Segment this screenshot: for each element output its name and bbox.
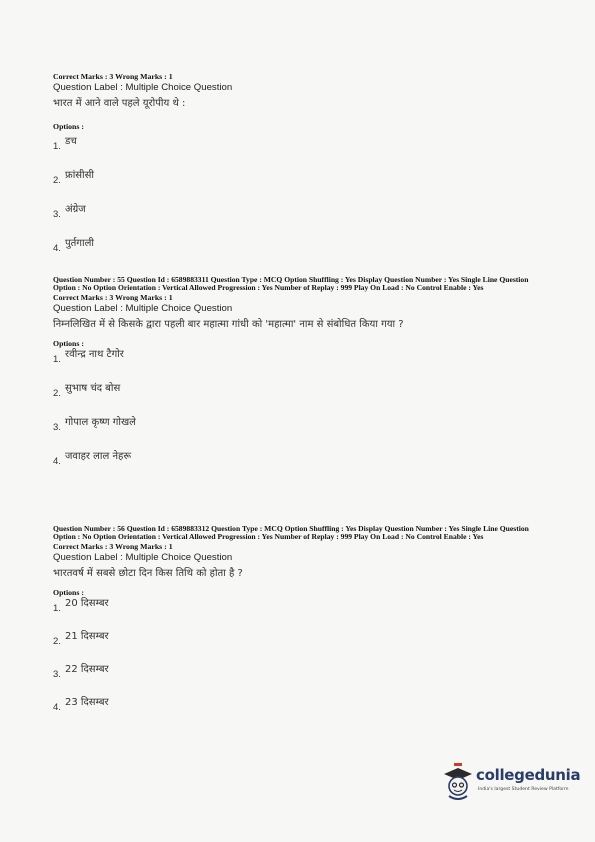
question-meta: Question Number : 55 Question Id : 6589883311 Question Type : MCQ Option Shuffling : Yes Display Question Number : Yes Single Line Question Option : No Option Orientation : Vertical Allowed Progression : Yes Number of Replay : 999 Play On Load : No Control Enable : Yes — [53, 275, 529, 293]
option-number: 2. — [53, 635, 61, 647]
option-text: 20 दिसम्बर — [65, 597, 109, 609]
option-text: गोपाल कृष्ण गोखले — [65, 416, 136, 428]
option-number: 3. — [53, 209, 61, 220]
option-2[interactable] — [53, 158, 545, 192]
option-text: रवीन्द्र नाथ टैगोर — [65, 348, 124, 360]
question-text: निम्नलिखित में से किसके द्वारा पहली बार महात्मा गांधी को 'महात्मा' नाम से संबोधित किया गया ? — [53, 318, 404, 330]
question-text: भारत में आने वाले पहले यूरोपीय थे : — [53, 98, 186, 109]
option-text: 22 दिसम्बर — [65, 663, 109, 675]
question-text: भारतवर्ष में सबसे छोटा दिन किस तिथि को होता है ? — [53, 567, 243, 579]
options-heading: Options : — [53, 587, 84, 597]
option-number: 1. — [53, 141, 61, 152]
question-meta: Question Number : 56 Question Id : 6589883312 Question Type : MCQ Option Shuffling : Yes Display Question Number : Yes Single Line Question Option : No Option Orientation : Vertical Allowed Progression : Yes Number of Replay : 999 Play On Load : No Control Enable : Yes — [53, 524, 529, 542]
marks-line: Correct Marks : 3 Wrong Marks : 1 — [53, 72, 173, 81]
option-text: 21 दिसम्बर — [65, 630, 109, 642]
option-number: 4. — [53, 455, 61, 467]
option-text: सुभाष चंद बोस — [65, 382, 121, 394]
option-4[interactable] — [53, 226, 545, 260]
graduate-mascot-icon — [440, 762, 476, 802]
option-3[interactable] — [53, 192, 545, 226]
option-3[interactable] — [53, 405, 545, 439]
option-2[interactable] — [53, 620, 545, 653]
option-number: 3. — [53, 668, 61, 680]
option-1[interactable] — [53, 349, 545, 371]
options-heading: Options : — [53, 338, 84, 348]
option-2[interactable] — [53, 371, 545, 405]
options-heading: Options : — [53, 122, 84, 131]
collegedunia-logo — [440, 762, 580, 802]
option-number: 4. — [53, 701, 61, 713]
option-number: 4. — [53, 243, 61, 254]
option-4[interactable] — [53, 439, 545, 473]
brand-tagline: India's largest Student Review Platform — [478, 787, 569, 792]
option-number: 1. — [53, 602, 61, 614]
marks-line: Correct Marks : 3 Wrong Marks : 1 — [53, 292, 173, 302]
option-text: 23 दिसम्बर — [65, 696, 109, 708]
marks-line: Correct Marks : 3 Wrong Marks : 1 — [53, 541, 173, 551]
question-label: Question Label : Multiple Choice Question — [53, 82, 233, 93]
option-text: डच — [65, 136, 77, 147]
question-54 — [53, 72, 545, 260]
option-number: 1. — [53, 353, 61, 365]
option-number: 3. — [53, 421, 61, 433]
option-4[interactable] — [53, 686, 545, 719]
option-text: फ्रांसीसी — [65, 170, 94, 181]
option-text: पुर्तगाली — [65, 238, 94, 249]
option-text: जवाहर लाल नेहरू — [65, 450, 132, 462]
question-label: Question Label : Multiple Choice Question — [53, 551, 233, 563]
question-label: Question Label : Multiple Choice Question — [53, 302, 233, 314]
option-text: अंग्रेज — [65, 204, 86, 215]
option-3[interactable] — [53, 653, 545, 686]
option-number: 2. — [53, 387, 61, 399]
question-55 — [53, 276, 545, 473]
option-number: 2. — [53, 175, 61, 186]
option-1[interactable] — [53, 132, 545, 158]
option-1[interactable] — [53, 598, 545, 620]
brand-name: collegedunia — [476, 766, 581, 784]
question-56 — [53, 525, 545, 719]
